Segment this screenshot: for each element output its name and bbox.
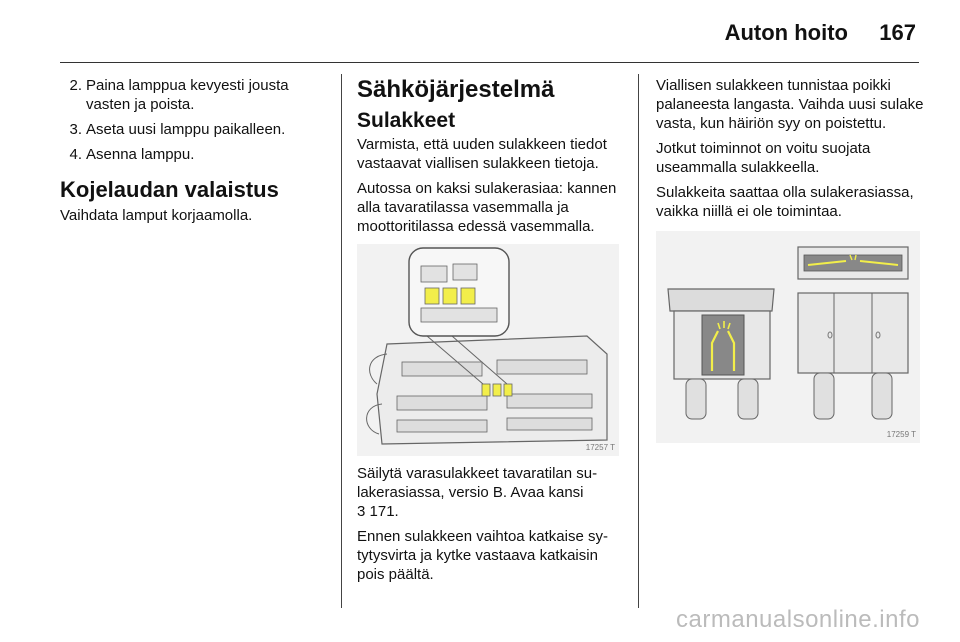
relay	[453, 264, 477, 280]
fuse-row	[397, 396, 487, 410]
sub-heading: Sulakkeet	[357, 109, 456, 132]
middle-column	[357, 76, 625, 590]
highlighted-fuse	[461, 288, 475, 304]
highlighted-fuse	[443, 288, 457, 304]
fuse-blade	[738, 379, 758, 419]
section-paragraph: Vaihdata lamput korjaamolla.	[60, 207, 253, 224]
page-title: Auton hoito	[724, 20, 848, 45]
fuse-window	[702, 315, 744, 375]
paragraph: Autossa on kaksi sulakerasiaa: kannen alla tavaratilassa vasemmalla ja moottoritilassa edessä vasemmalla.	[357, 180, 617, 235]
paragraph	[357, 464, 625, 521]
right-column	[656, 76, 924, 451]
left-column	[60, 76, 332, 231]
reference-page: 171.	[369, 503, 399, 520]
step-item	[60, 145, 332, 164]
fuse-row	[507, 418, 592, 430]
step-text: Asenna lamppu.	[86, 146, 195, 163]
fuse-row	[402, 362, 482, 376]
highlighted-fuse	[493, 384, 501, 396]
step-text: Paina lamppua kevyesti jousta vasten ja poista.	[86, 77, 289, 113]
step-text: Aseta uusi lamppu paikalleen.	[86, 121, 286, 138]
figure-code: 17257 T	[585, 443, 615, 452]
fuse-box-illustration	[357, 244, 619, 456]
step-number: 3.	[69, 121, 82, 138]
fuse-comparison-illustration	[656, 231, 920, 443]
highlighted-fuse	[504, 384, 512, 396]
fuse-row	[397, 420, 487, 432]
paragraph: Sulakkeita saattaa olla sulakerasiassa, vaikka niillä ei ole toimintaa.	[656, 184, 914, 220]
paragraph: Varmista, että uuden sulakkeen tiedot vastaavat viallisen sulakkeen tietoja.	[357, 136, 607, 172]
step-item	[60, 76, 332, 114]
highlighted-fuse	[482, 384, 490, 396]
page-number: 167	[879, 20, 916, 45]
paragraph: Jotkut toiminnot on voitu suojata useammalla sulakkeella.	[656, 140, 871, 176]
section-heading: Kojelaudan valaistus	[60, 177, 279, 202]
zoom-callout	[409, 248, 509, 336]
column-divider-2	[638, 74, 639, 608]
page-header	[0, 16, 960, 56]
figure-code: 17259 T	[886, 430, 916, 439]
fuse-blade	[686, 379, 706, 419]
column-divider-1	[341, 74, 342, 608]
header-divider	[60, 62, 919, 63]
paragraph-text: Säilytä varasulakkeet tavaratilan sulakerasiassa, versio B. Avaa kansi	[357, 465, 598, 501]
fuse-blade	[872, 373, 892, 419]
reference-arrow-icon: 3	[357, 503, 366, 520]
maxi-fuse-body	[798, 293, 908, 373]
highlighted-fuse	[425, 288, 439, 304]
relay	[421, 266, 447, 282]
fuse-row	[421, 308, 497, 322]
step-item	[60, 120, 332, 139]
fuse-cap	[668, 289, 774, 311]
site-watermark: carmanualsonline.info	[676, 606, 920, 633]
paragraph: Viallisen sulakkeen tunnistaa poikki palaneesta langasta. Vaihda uusi sulake vasta, kun häiriön syy on poistettu.	[656, 77, 924, 132]
fuse-row	[507, 394, 592, 408]
fuse-blade	[814, 373, 834, 419]
fuse-row	[497, 360, 587, 374]
step-number: 4.	[69, 146, 82, 163]
chapter-heading: Sähköjärjestelmä	[357, 76, 555, 103]
paragraph: Ennen sulakkeen vaihtoa katkaise sytytysvirta ja kytke vastaava katkaisin pois päältä.	[357, 528, 608, 583]
step-number: 2.	[69, 77, 82, 94]
